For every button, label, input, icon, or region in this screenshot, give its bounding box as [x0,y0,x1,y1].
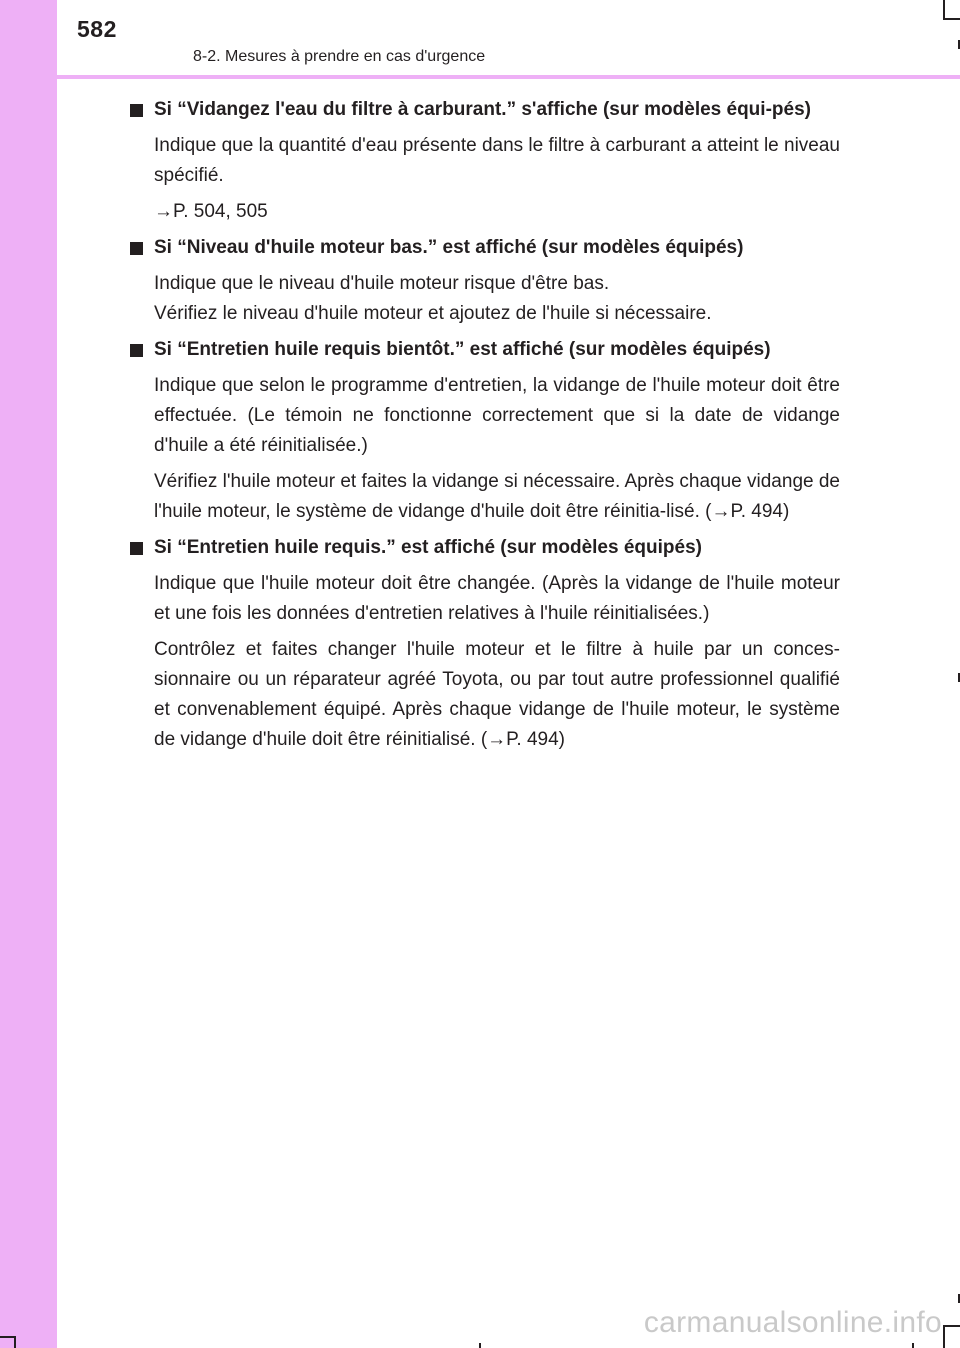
item-paragraph: Indique que la quantité d'eau présente dans le filtre à carburant a atteint le niveau spécifié. [154,135,840,186]
page-side-tab [0,0,57,1348]
list-item [130,95,840,227]
item-heading-text: Si “Entretien huile requis bientôt.” est affiché (sur modèles équipés) [154,339,771,360]
watermark: carmanualsonline.info [643,1306,942,1339]
item-paragraph: Contrôlez et faites changer l'huile moteur et le filtre à huile par un conces-sionnaire ou un réparateur agréé Toyota, ou par tout autre professionnel qualifié et convenablement équipé. Après chaque vidange de l'huile moteur, le système de vidange d'huile doit être réinitialisé. (→P. 494) [154,639,840,750]
square-bullet-icon [130,542,143,555]
page-header [57,0,960,78]
square-bullet-icon [130,344,143,357]
item-heading-text: Si “Niveau d'huile moteur bas.” est affiché (sur modèles équipés) [154,237,744,258]
list-item [130,233,840,329]
item-heading-text: Si “Vidangez l'eau du filtre à carburant.” s'affiche (sur modèles équi-pés) [154,99,811,120]
page-number: 582 [77,16,117,42]
item-paragraph-line: Indique que le niveau d'huile moteur risque d'être bas. [154,273,610,294]
square-bullet-icon [130,104,143,117]
crop-mark [912,1343,914,1348]
item-heading [130,335,840,365]
page-content [130,95,840,761]
item-paragraph-line: Vérifiez le niveau d'huile moteur et ajoutez de l'huile si nécessaire. [154,303,712,324]
item-heading [130,533,840,563]
crop-mark [943,0,945,20]
item-paragraph [130,269,840,329]
item-paragraph: Indique que selon le programme d'entretien, la vidange de l'huile moteur doit être effectuée. (Le témoin ne fonctionne correctement que si la date de vidange d'huile a été réinitialisée.) [154,375,840,456]
section-title: 8-2. Mesures à prendre en cas d'urgence [193,48,486,65]
crop-mark [943,1325,945,1348]
list-item [130,533,840,755]
list-item [130,335,840,527]
crop-mark [943,18,960,20]
item-paragraph: Vérifiez l'huile moteur et faites la vidange si nécessaire. Après chaque vidange de l'huile moteur, le système de vidange d'huile doit être réinitia-lisé. (→P. 494) [154,471,840,522]
crop-mark [0,1336,14,1338]
item-heading-text: Si “Entretien huile requis.” est affiché (sur modèles équipés) [154,537,702,558]
item-heading [130,233,840,263]
item-heading [130,95,840,125]
crop-mark [479,1343,481,1348]
crop-mark [943,1325,960,1327]
crop-mark [14,1336,16,1348]
item-paragraph: Indique que l'huile moteur doit être changée. (Après la vidange de l'huile moteur et une fois les données d'entretien relatives à l'huile réinitialisées.) [154,573,840,624]
header-rule [57,75,960,79]
page-reference: →P. 504, 505 [154,201,268,222]
square-bullet-icon [130,242,143,255]
